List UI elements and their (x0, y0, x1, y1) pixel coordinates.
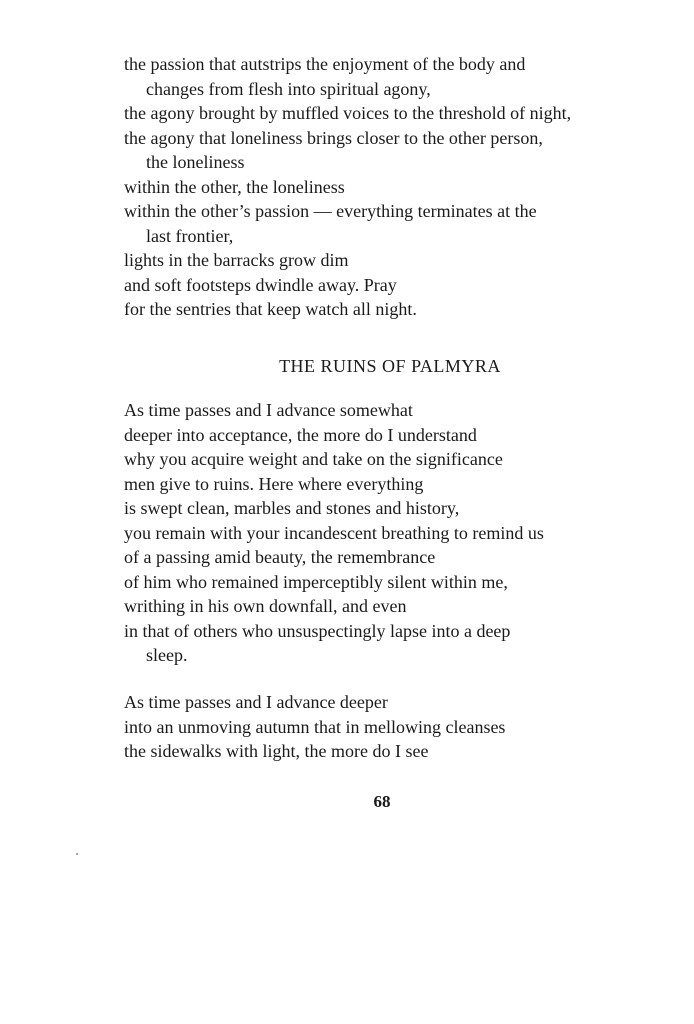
poem-line: is swept clean, marbles and stones and history, (124, 498, 460, 518)
poem-line: into an unmoving autumn that in mellowing cleanses (124, 716, 506, 737)
poem-line: lights in the barracks grow dim (124, 250, 349, 270)
poem-line: within the other’s passion — everything terminates at the (124, 201, 537, 221)
poem-line: last frontier, (146, 225, 234, 246)
stanza-continued (124, 52, 664, 322)
poem-line: deeper into acceptance, the more do I understand (124, 424, 477, 445)
poem-line: As time passes and I advance deeper (124, 692, 388, 712)
poem-line: the sidewalks with light, the more do I see (124, 741, 429, 761)
poem-line: of a passing amid beauty, the remembrance (124, 547, 436, 567)
poem-line: changes from flesh into spiritual agony, (146, 78, 431, 99)
poem-line: As time passes and I advance somewhat (124, 400, 413, 420)
poem-line: within the other, the loneliness (124, 176, 345, 197)
poem-line: writhing in his own downfall, and even (124, 596, 407, 616)
poem-title: THE RUINS OF PALMYRA (279, 356, 501, 376)
poem-line: the loneliness (146, 152, 245, 172)
poem-line: of him who remained imperceptibly silent within me, (124, 571, 508, 592)
poem-line: the agony brought by muffled voices to the threshold of night, (124, 103, 572, 123)
poem-line: in that of others who unsuspectingly lapse into a deep (124, 620, 511, 641)
poem-line: and soft footsteps dwindle away. Pray (124, 274, 397, 295)
poem-line: sleep. (146, 645, 188, 665)
poem-line: for the sentries that keep watch all night. (124, 299, 417, 319)
poem-line: why you acquire weight and take on the significance (124, 449, 503, 469)
stanza-second (124, 690, 664, 764)
paper-speck (76, 853, 78, 855)
poem-line: you remain with your incandescent breathing to remind us (124, 522, 544, 543)
poem-line: the agony that loneliness brings closer to the other person, (124, 127, 543, 148)
poem-line: the passion that autstrips the enjoyment of the body and (124, 54, 526, 74)
poem-line: men give to ruins. Here where everything (124, 473, 424, 494)
page-number: 68 (373, 792, 391, 811)
stanza-first (124, 398, 664, 668)
